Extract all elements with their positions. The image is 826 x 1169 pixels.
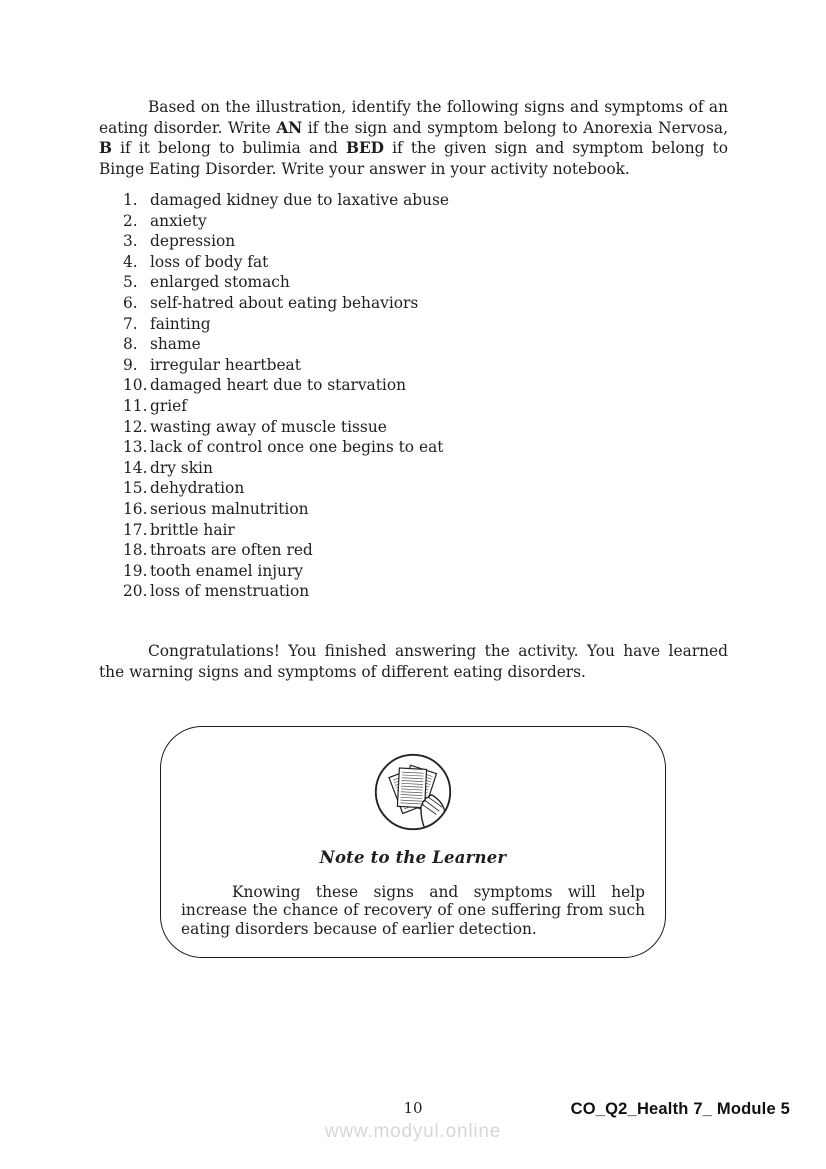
list-item-text: dehydration: [150, 479, 245, 498]
list-item: [123, 437, 449, 458]
list-item: [123, 272, 449, 293]
list-item-text: irregular heartbeat: [150, 355, 301, 374]
note-body: Knowing these signs and symptoms will help increase the chance of recovery of one suffering from such eating disorders because of earlier detection.: [181, 883, 645, 938]
intro-text: Based on the illustration, identify the following signs and symptoms of an eating disorder. Write: [99, 98, 728, 137]
list-item-text: anxiety: [150, 211, 207, 230]
list-item-number: 2.: [123, 211, 138, 230]
intro-answer-key-bed: BED: [345, 139, 385, 158]
list-item-number: 13.: [123, 438, 148, 457]
list-item-number: 20.: [123, 582, 148, 601]
intro-text: if the given sign and symptom belong to Binge Eating Disorder. Write your answer in your activity notebook.: [99, 139, 728, 179]
list-item-number: 4.: [123, 252, 138, 271]
list-item-number: 9.: [123, 355, 138, 374]
list-item-text: tooth enamel injury: [150, 561, 303, 580]
list-item-text: lack of control once one begins to eat: [150, 438, 444, 457]
list-item-text: throats are often red: [150, 541, 313, 560]
list-item-number: 14.: [123, 458, 148, 477]
list-item-text: damaged heart due to starvation: [150, 376, 407, 395]
congrats-paragraph: Congratulations! You finished answering the activity. You have learned the warning signs and symptoms of different eating disorders.: [99, 642, 728, 681]
list-item: [123, 478, 449, 499]
page-number: 10: [403, 1099, 423, 1117]
list-item: [123, 190, 449, 211]
list-item: [123, 540, 449, 561]
list-item-number: 8.: [123, 335, 138, 354]
list-item: [123, 561, 449, 582]
list-item: [123, 458, 449, 479]
list-item-number: 17.: [123, 520, 148, 539]
list-item: [123, 231, 449, 252]
list-item-text: brittle hair: [150, 520, 235, 539]
module-code: CO_Q2_Health 7_ Module 5: [570, 1100, 790, 1118]
list-item-text: self-hatred about eating behaviors: [150, 293, 419, 312]
list-item-number: 11.: [123, 396, 148, 415]
list-item-text: fainting: [150, 314, 211, 333]
intro-text: if it belong to bulimia and: [112, 139, 346, 158]
list-item: [123, 293, 449, 314]
list-item-text: loss of menstruation: [150, 582, 310, 601]
list-item-number: 6.: [123, 293, 138, 312]
list-item: [123, 314, 449, 335]
intro-paragraph: [99, 97, 728, 180]
list-item-number: 19.: [123, 561, 148, 580]
list-item: [123, 355, 449, 376]
list-item-text: enlarged stomach: [150, 273, 290, 292]
list-item-number: 10.: [123, 376, 148, 395]
list-item: [123, 396, 449, 417]
list-item: [123, 334, 449, 355]
list-item-number: 12.: [123, 417, 148, 436]
list-item: [123, 520, 449, 541]
list-item: [123, 211, 449, 232]
list-item-text: wasting away of muscle tissue: [150, 417, 387, 436]
list-item-number: 5.: [123, 273, 138, 292]
list-item-number: 7.: [123, 314, 138, 333]
intro-answer-key-b: B: [99, 139, 113, 158]
list-item-text: dry skin: [150, 458, 213, 477]
intro-answer-key-an: AN: [276, 118, 303, 137]
list-item: [123, 375, 449, 396]
list-item-text: damaged kidney due to laxative abuse: [150, 191, 450, 209]
list-item-number: 3.: [123, 232, 138, 251]
note-box: [160, 726, 666, 958]
list-item-text: loss of body fat: [150, 252, 269, 271]
list-item: [123, 581, 449, 602]
list-item-text: serious malnutrition: [150, 499, 309, 518]
list-item-number: 1.: [123, 191, 138, 209]
papers-in-hand-icon: [373, 752, 453, 832]
note-title: Note to the Learner: [319, 848, 507, 867]
list-item: [123, 252, 449, 273]
list-item-number: 18.: [123, 541, 148, 560]
list-item-text: grief: [150, 396, 187, 415]
symptom-list: [123, 190, 449, 602]
list-item-number: 16.: [123, 499, 148, 518]
list-item: [123, 417, 449, 438]
list-item-text: shame: [150, 335, 201, 354]
watermark: www.modyul.online: [324, 1121, 502, 1142]
intro-text: if the sign and symptom belong to Anorexia Nervosa,: [302, 118, 728, 137]
list-item-text: depression: [150, 232, 236, 251]
list-item: [123, 499, 449, 520]
list-item-number: 15.: [123, 479, 148, 498]
